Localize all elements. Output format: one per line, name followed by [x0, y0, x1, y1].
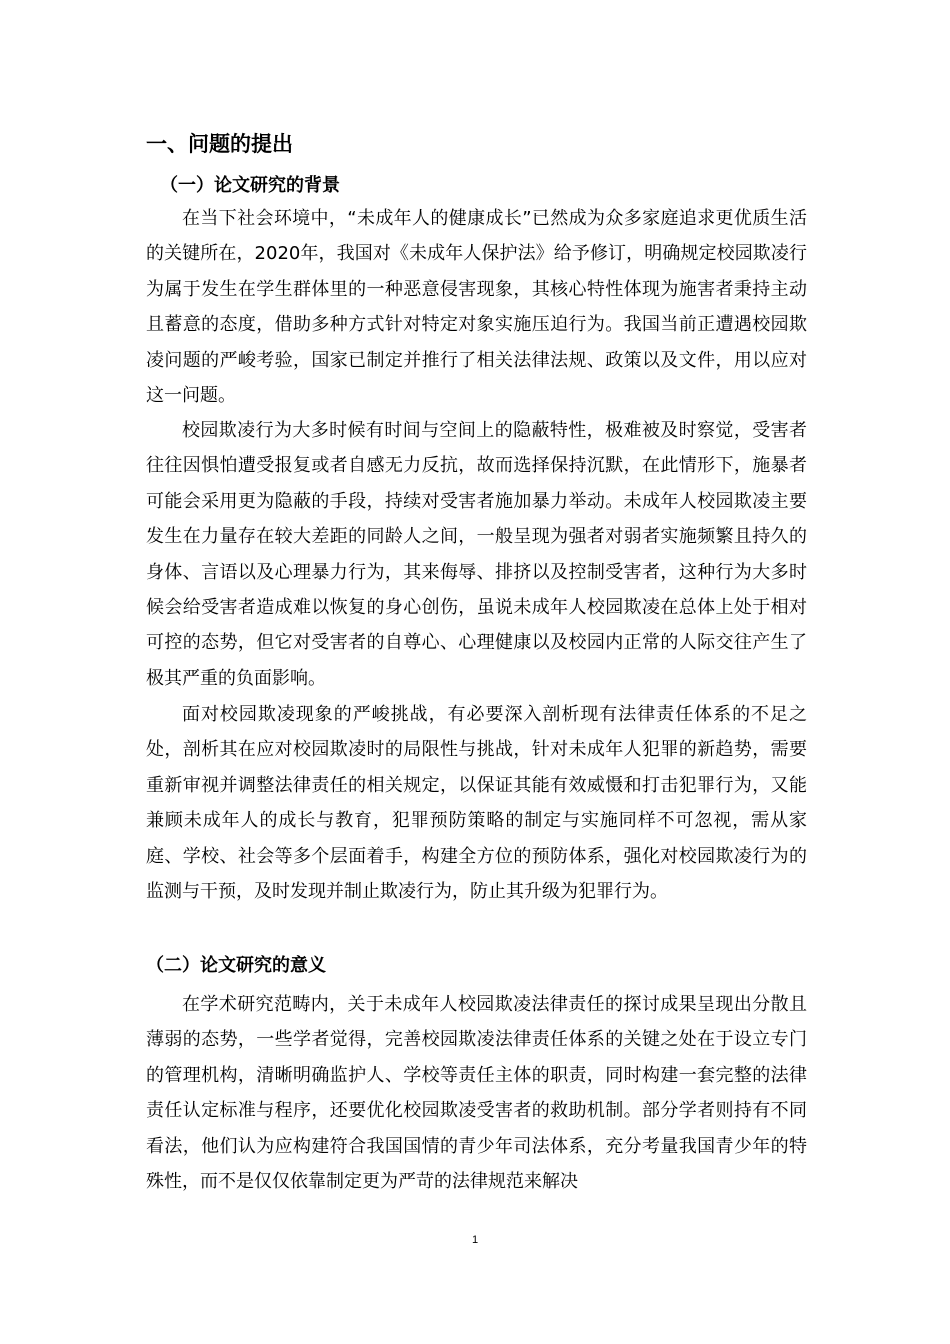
paragraph: 在学术研究范畴内，关于未成年人校园欺凌法律责任的探讨成果呈现出分散且薄弱的态势，一些学者觉得，完善校园欺凌法律责任体系的关键之处在于设立专门的管理机构，清晰明确监护人、学校等责任主体的职责，同时构建一套完整的法律责任认定标准与程序，还要优化校园欺凌受害者的救助机制。部分学者则持有不同看法，他们认为应构建符合我国国情的青少年司法体系，充分考量我国青少年的特殊性，而不是仅仅依靠制定更为严苛的法律规范来解决: [146, 994, 807, 1193]
paragraph: 面对校园欺凌现象的严峻挑战，有必要深入剖析现有法律责任体系的不足之处，剖析其在应对校园欺凌时的局限性与挑战，针对未成年人犯罪的新趋势，需要重新审视并调整法律责任的相关规定，以保证其能有效威慑和打击犯罪行为，又能兼顾未成年人的成长与教育，犯罪预防策略的制定与实施同样不可忽视，需从家庭、学校、社会等多个层面着手，构建全方位的预防体系，强化对校园欺凌行为的监测与干预，及时发现并制止欺凌行为，防止其升级为犯罪行为。: [146, 704, 807, 903]
subsection-heading-significance: （二）论文研究的意义: [146, 955, 326, 976]
paragraph: 校园欺凌行为大多时候有时间与空间上的隐蔽特性，极难被及时察觉，受害者往往因惧怕遭受报复或者自感无力反抗，故而选择保持沉默，在此情形下，施暴者可能会采用更为隐蔽的手段，持续对受害者施加暴力举动。未成年人校园欺凌主要发生在力量存在较大差距的同龄人之间，一般呈现为强者对弱者实施频繁且持久的身体、言语以及心理暴力行为，其来侮辱、排挤以及控制受害者，这种行为大多时候会给受害者造成难以恢复的身心创伤，虽说未成年人校园欺凌在总体上处于相对可控的态势，但它对受害者的自尊心、心理健康以及校园内正常的人际交往产生了极其严重的负面影响。: [146, 420, 807, 689]
subsection-heading-background: （一）论文研究的背景: [160, 175, 340, 196]
paragraph: 在当下社会环境中，“未成年人的健康成长”已然成为众多家庭追求更优质生活的关键所在，2020年，我国对《未成年人保护法》给予修订，明确规定校园欺凌行为属于发生在学生群体里的一种恶意侵害现象，其核心特性体现为施害者秉持主动且蓄意的态度，借助多种方式针对特定对象实施压迫行为。我国当前正遭遇校园欺凌问题的严峻考验，国家已制定并推行了相关法律法规、政策以及文件，用以应对这一问题。: [146, 208, 807, 407]
page-number: 1: [471, 1234, 479, 1246]
section-heading: 一、问题的提出: [146, 132, 293, 156]
